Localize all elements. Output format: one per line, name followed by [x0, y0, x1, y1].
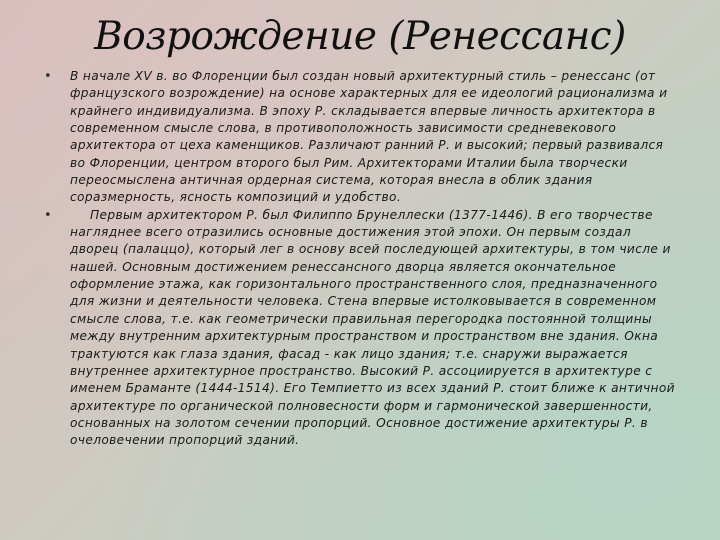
bullet-icon: •	[44, 207, 53, 223]
paragraph-text-2-content: Первым архитектором Р. был Филиппо Брунеллески (1377-1446). В его творчестве нагляднее всего отразились основные достижения этой эпохи. Он первым создал дворец (палаццо), который лег в основу всей последующей архитектуры, в том числе и нашей. Основным достижением ренессансного дворца является окончательное оформление этажа, как горизонтального пространственного слоя, предназначенного для жизни и деятельности человека. Стена впервые истолковывается в современном смысле слова, т.е. как геометрически правильная перегородка постоянной толщины между внутренним архитектурным пространством и пространством вне здания. Окна трактуются как глаза здания, фасад - как лицо здания; т.е. снаружи выражается внутреннее архитектурное пространство. Высокий Р. ассоциируется в архитектуре с именем Браманте (1444-1514). Его Темпиетто из всех зданий Р. стоит ближе к античной архитектуре по органической полновесности форм и гармонической завершенности, основанных на золотом сечении пропорций. Основное достижение архитектуры Р. в очеловечении пропорций зданий.	[70, 207, 675, 448]
slide-title: Возрождение (Ренессанс)	[94, 14, 626, 59]
bullet-list	[44, 68, 680, 450]
bullet-paragraph-1	[44, 68, 680, 207]
bullet-paragraph-2	[44, 207, 680, 450]
bullet-icon: •	[44, 69, 53, 84]
paragraph-text-1: В начале XV в. во Флоренции был создан новый архитектурный стиль – ренессанс (от французского возрождение) на основе характерных для ее идеологий рационализма и крайнего индивидуализма. В эпоху Р. складывается впервые личность архитектора в современном смысле слова, в противоположность зависимости средневекового архитектора от цеха каменщиков. Различают ранний Р. и высокий; первый развивался во Флоренции, центром второго был Рим. Архитекторами Италии была творчески переосмыслена античная ордерная система, которая внесла в облик здания соразмерность, ясность композиций и удобство.	[70, 69, 668, 205]
paragraph-text-2	[70, 207, 680, 450]
